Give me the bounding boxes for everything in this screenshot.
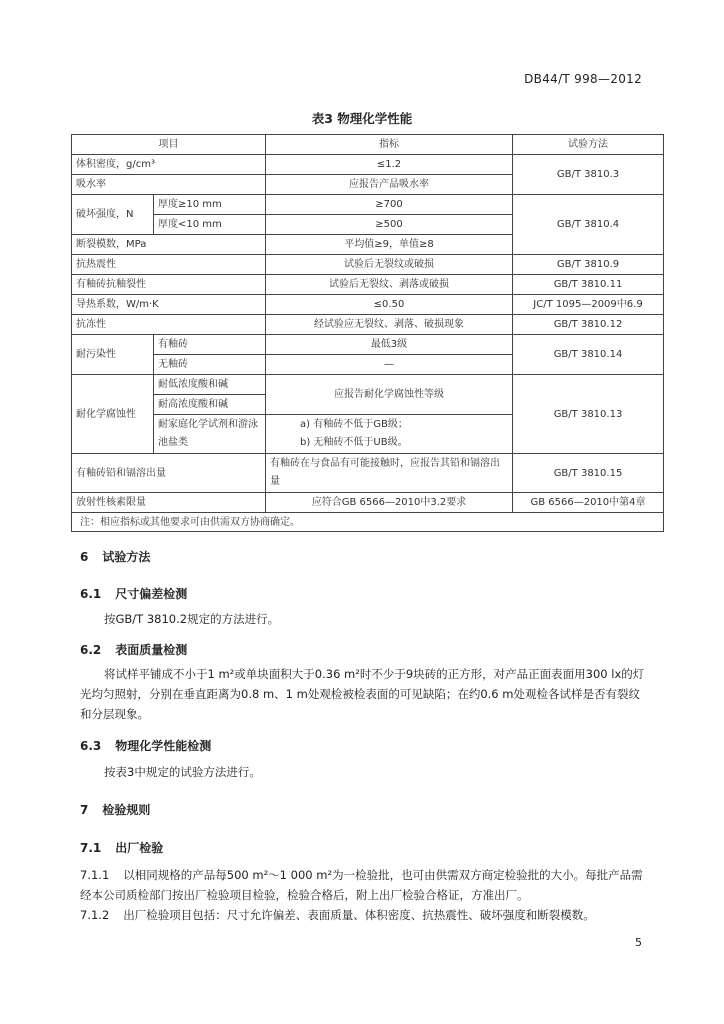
- household-requirement-b: b) 无釉砖不低于UB级。: [300, 437, 408, 448]
- header-method: 试验方法: [513, 135, 664, 155]
- row-index: ≥700: [266, 195, 513, 215]
- row-method: GB/T 3810.4: [513, 195, 664, 255]
- clause-text: 出厂检验项目包括：尺寸允许偏差、表面质量、体积密度、抗热震性、破坏强度和断裂模数。: [123, 908, 595, 922]
- section-7-1-heading: [80, 839, 163, 856]
- table-row: [72, 315, 664, 335]
- row-index: 应报告耐化学腐蚀性等级: [266, 375, 513, 415]
- standard-code: DB44/T 998—2012: [524, 72, 642, 86]
- row-item: 放射性核素限量: [72, 493, 266, 513]
- section-number: 7.1: [80, 841, 102, 855]
- page-number: 5: [635, 936, 642, 949]
- row-index: 最低3级: [266, 335, 513, 355]
- section-7-1-1-text: [80, 865, 645, 905]
- row-method: GB/T 3810.15: [513, 454, 664, 493]
- clause-number: 7.1.1: [80, 868, 110, 882]
- row-index: 应符合GB 6566—2010中3.2要求: [266, 493, 513, 513]
- table-row: [72, 255, 664, 275]
- row-subitem: 耐低浓度酸和碱: [154, 375, 266, 395]
- table-row: [72, 493, 664, 513]
- section-title: 出厂检验: [115, 841, 164, 855]
- row-index: ≤0.50: [266, 295, 513, 315]
- row-method: GB/T 3810.12: [513, 315, 664, 335]
- table-row: [72, 375, 664, 395]
- section-6-2-heading: [80, 641, 187, 658]
- section-title: 检验规则: [102, 803, 151, 817]
- clause-text: 以相同规格的产品每500 m²～1 000 m²为一检验批，也可由供需双方商定检验批的大小。每批产品需经本公司质检部门按出厂检验项目检验，检验合格后，附上出厂检验合格证，方准出厂。: [80, 868, 643, 902]
- table-note-row: [72, 513, 664, 532]
- clause-number: 7.1.2: [80, 908, 110, 922]
- table-note: 注：相应指标或其他要求可由供需双方协商确定。: [72, 513, 664, 532]
- household-requirement-a: a) 有釉砖不低于GB级；: [300, 419, 408, 430]
- section-6-3-heading: [80, 737, 211, 754]
- row-index: 经试验应无裂纹、剥落、破损现象: [266, 315, 513, 335]
- row-item: 耐化学腐蚀性: [72, 375, 154, 454]
- section-6-1-heading: [80, 585, 187, 602]
- section-6-2-text: 将试样平铺成不小于1 m²或单块面积大于0.36 m²时不少于9块砖的正方形，对产品正面表面用300 lx的灯光均匀照射，分别在垂直距离为0.8 m、1 m处观检被检表面的可见缺陷；在约0.6 m处观检各试样是否有裂纹和分层现象。: [80, 667, 645, 721]
- section-6-heading: [80, 548, 150, 565]
- row-subitem: 耐家庭化学试剂和游泳池盐类: [154, 415, 266, 454]
- row-index: ≥500: [266, 215, 513, 235]
- row-method: GB/T 3810.13: [513, 375, 664, 454]
- row-subitem: 有釉砖: [154, 335, 266, 355]
- properties-table: [71, 134, 664, 532]
- row-item: 耐污染性: [72, 335, 154, 375]
- row-index: 应报告产品吸水率: [266, 175, 513, 195]
- row-method: JC/T 1095—2009中6.9: [513, 295, 664, 315]
- row-index: [266, 415, 513, 454]
- section-7-heading: [80, 801, 150, 818]
- section-number: 6.3: [80, 739, 102, 753]
- row-index: —: [266, 355, 513, 375]
- table-row: [72, 335, 664, 355]
- section-title: 表面质量检测: [115, 643, 188, 657]
- row-index: 平均值≥9，单值≥8: [266, 235, 513, 255]
- section-number: 6.1: [80, 587, 102, 601]
- section-number: 6.2: [80, 643, 102, 657]
- section-6-1-text: 按GB/T 3810.2规定的方法进行。: [104, 612, 280, 626]
- table-row: [72, 454, 664, 493]
- section-number: 6: [80, 550, 89, 564]
- section-title: 物理化学性能检测: [115, 739, 212, 753]
- row-method: GB/T 3810.9: [513, 255, 664, 275]
- row-method: GB/T 3810.3: [513, 155, 664, 195]
- row-item: 有釉砖铅和镉溶出量: [72, 454, 266, 493]
- row-item: 有釉砖抗釉裂性: [72, 275, 266, 295]
- row-method: GB 6566—2010中第4章: [513, 493, 664, 513]
- row-index: ≤1.2: [266, 155, 513, 175]
- row-item: 体积密度，g/cm³: [72, 155, 266, 175]
- table-caption: 表3 物理化学性能: [311, 111, 413, 126]
- row-index: 有釉砖在与食品有可能接触时，应报告其铅和镉溶出量: [266, 454, 513, 493]
- row-subitem: 无釉砖: [154, 355, 266, 375]
- header-item: 项目: [72, 135, 266, 155]
- row-method: GB/T 3810.14: [513, 335, 664, 375]
- row-index: 试验后无裂纹、剥落或破损: [266, 275, 513, 295]
- table-row: [72, 155, 664, 175]
- table-row: [72, 275, 664, 295]
- row-item: 抗冻性: [72, 315, 266, 335]
- row-method: GB/T 3810.11: [513, 275, 664, 295]
- row-item: 断裂模数，MPa: [72, 235, 266, 255]
- section-number: 7: [80, 803, 89, 817]
- row-subitem: 厚度≥10 mm: [154, 195, 266, 215]
- row-item: 吸水率: [72, 175, 266, 195]
- row-item: 导热系数，W/m·K: [72, 295, 266, 315]
- row-subitem: 耐高浓度酸和碱: [154, 395, 266, 415]
- section-title: 试验方法: [102, 550, 151, 564]
- section-7-1-2-text: [80, 905, 645, 925]
- row-item: 破坏强度，N: [72, 195, 154, 235]
- row-item: 抗热震性: [72, 255, 266, 275]
- row-subitem: 厚度<10 mm: [154, 215, 266, 235]
- row-index: 试验后无裂纹或破损: [266, 255, 513, 275]
- section-title: 尺寸偏差检测: [115, 587, 188, 601]
- header-index: 指标: [266, 135, 513, 155]
- table-row: [72, 295, 664, 315]
- table-header-row: [72, 135, 664, 155]
- section-6-3-text: 按表3中规定的试验方法进行。: [104, 765, 261, 779]
- table-row: [72, 195, 664, 215]
